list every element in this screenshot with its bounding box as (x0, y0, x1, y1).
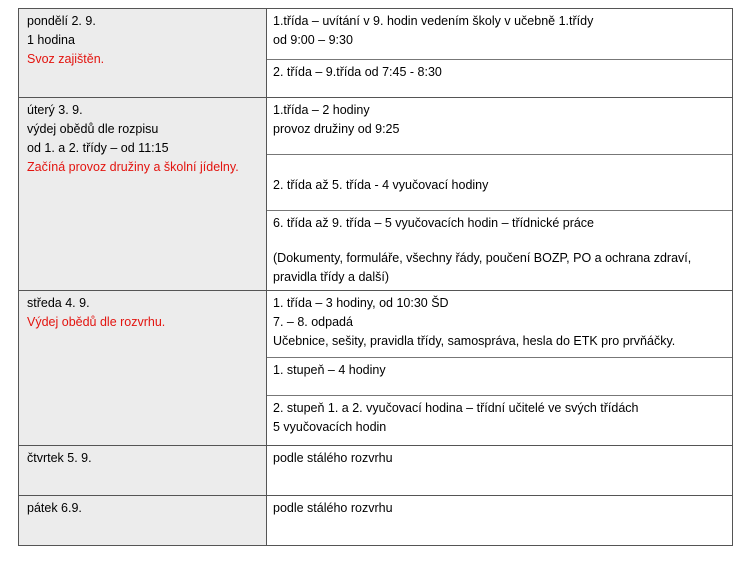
row-friday (19, 496, 732, 545)
schedule-entry (267, 446, 732, 496)
day-cell-monday (19, 9, 267, 97)
day-note: 1 hodina (27, 33, 75, 47)
row-thursday (19, 446, 732, 496)
entry-line: od 9:00 – 9:30 (273, 33, 353, 47)
entry-line: Učebnice, sešity, pravidla třídy, samospráva, hesla do ETK pro prvňáčky. (273, 334, 676, 348)
entry-line: 2. třída – 9.třída od 7:45 - 8:30 (273, 65, 442, 79)
day-cell-tuesday (19, 98, 267, 290)
day-cell-thursday (19, 446, 267, 495)
entry-line: 5 vyučovacích hodin (273, 420, 387, 434)
schedule-cell-monday (267, 9, 732, 97)
schedule-entry (267, 60, 732, 98)
row-wednesday (19, 291, 732, 446)
schedule-entry (267, 155, 732, 211)
schedule-cell-friday (267, 496, 732, 545)
entry-line: 6. třída až 9. třída – 5 vyučovacích hodin – třídnické práce (273, 216, 595, 230)
entry-line: podle stálého rozvrhu (273, 501, 393, 515)
schedule-entry (267, 291, 732, 358)
schedule-cell-wednesday (267, 291, 732, 445)
day-alert: Výdej obědů dle rozvrhu. (27, 315, 166, 329)
entry-line: 1. stupeň – 4 hodiny (273, 363, 386, 377)
entry-line: 2. stupeň 1. a 2. vyučovací hodina – třídní učitelé ve svých třídách (273, 401, 639, 415)
schedule-entry (267, 396, 732, 446)
day-alert: Začíná provoz družiny a školní jídelny. (27, 160, 239, 174)
day-label: úterý 3. 9. (27, 103, 83, 117)
entry-line: 7. – 8. odpadá (273, 315, 353, 329)
schedule-entry (267, 211, 732, 291)
schedule-entry (267, 98, 732, 155)
entry-line: 1. třída – 3 hodiny, od 10:30 ŠD (273, 296, 449, 310)
entry-line: 2. třída až 5. třída - 4 vyučovací hodiny (273, 178, 489, 192)
day-label: čtvrtek 5. 9. (27, 451, 92, 465)
day-cell-wednesday (19, 291, 267, 445)
schedule-cell-thursday (267, 446, 732, 495)
day-label: pátek 6.9. (27, 501, 82, 515)
day-cell-friday (19, 496, 267, 545)
schedule-cell-tuesday (267, 98, 732, 290)
day-label: pondělí 2. 9. (27, 14, 96, 28)
schedule-entry (267, 496, 732, 545)
schedule-entry (267, 9, 732, 60)
day-alert: Svoz zajištěn. (27, 52, 105, 66)
day-note: výdej obědů dle rozpisu (27, 122, 159, 136)
entry-spacer (273, 233, 726, 249)
entry-line: podle stálého rozvrhu (273, 451, 393, 465)
schedule-table (18, 8, 733, 546)
entry-line: 1.třída – 2 hodiny (273, 103, 370, 117)
row-tuesday (19, 98, 732, 291)
day-note: od 1. a 2. třídy – od 11:15 (27, 141, 169, 155)
schedule-entry (267, 358, 732, 396)
day-label: středa 4. 9. (27, 296, 90, 310)
entry-note: (Dokumenty, formuláře, všechny řády, poučení BOZP, PO a ochrana zdraví, pravidla třídy a další) (273, 251, 692, 284)
row-monday (19, 9, 732, 98)
entry-line: provoz družiny od 9:25 (273, 122, 400, 136)
entry-line: 1.třída – uvítání v 9. hodin vedením školy v učebně 1.třídy (273, 14, 594, 28)
